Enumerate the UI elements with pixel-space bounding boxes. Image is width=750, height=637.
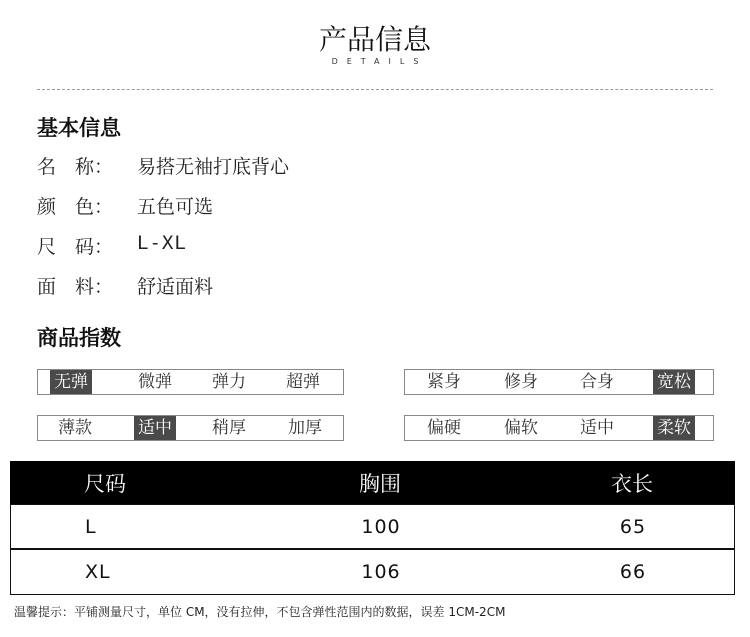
scale-option-selected: 宽松 — [653, 370, 695, 394]
scale-option-selected: 无弹 — [50, 370, 92, 394]
product-index-heading: 商品指数 — [37, 326, 121, 350]
info-label: 面 料： — [37, 276, 114, 298]
table-cell: 66 — [619, 561, 647, 583]
table-cell: 106 — [361, 561, 401, 583]
table-row — [10, 504, 735, 549]
scale-option: 微弹 — [138, 372, 172, 392]
info-value: 五色可选 — [137, 196, 214, 218]
scale-option: 修身 — [504, 372, 538, 392]
scale-option: 弹力 — [212, 372, 246, 392]
scale-option: 薄款 — [58, 418, 92, 438]
scale-thickness — [37, 415, 344, 441]
scale-fit — [404, 369, 714, 395]
column-header: 尺码 — [84, 471, 126, 496]
column-header: 衣长 — [611, 471, 653, 496]
scale-option: 偏软 — [504, 418, 538, 438]
table-cell: L — [85, 515, 97, 538]
scale-option: 合身 — [580, 372, 614, 392]
info-value: 易搭无袖打底背心 — [137, 156, 290, 178]
scale-elasticity — [37, 369, 344, 395]
info-value: 舒适面料 — [137, 276, 214, 298]
scale-option: 稍厚 — [212, 418, 246, 438]
scale-option: 偏硬 — [427, 418, 461, 438]
info-value: L-XL — [137, 232, 187, 254]
table-row — [10, 549, 735, 595]
table-cell: XL — [85, 561, 111, 583]
table-cell: 65 — [619, 515, 647, 538]
table-cell: 100 — [361, 515, 401, 538]
info-label: 尺 码： — [37, 236, 114, 258]
scale-option-selected: 柔软 — [653, 416, 695, 440]
info-label: 名 称： — [37, 156, 114, 178]
page-subtitle: DETAILS — [331, 57, 428, 66]
measurement-note: 温馨提示：平铺测量尺寸，单位 CM，没有拉伸，不包含弹性范围内的数据，误差 1CM-2CM — [14, 605, 506, 619]
page-title: 产品信息 — [318, 23, 431, 56]
basic-info-heading: 基本信息 — [37, 116, 121, 140]
dashed-divider — [37, 89, 713, 90]
scale-option-selected: 适中 — [134, 416, 176, 440]
scale-option: 适中 — [580, 418, 614, 438]
scale-softness — [404, 415, 714, 441]
column-header: 胸围 — [359, 471, 401, 496]
scale-option: 超弹 — [286, 372, 320, 392]
scale-option: 加厚 — [288, 418, 322, 438]
scale-option: 紧身 — [427, 372, 461, 392]
table-header — [10, 461, 735, 504]
info-label: 颜 色： — [37, 196, 114, 218]
